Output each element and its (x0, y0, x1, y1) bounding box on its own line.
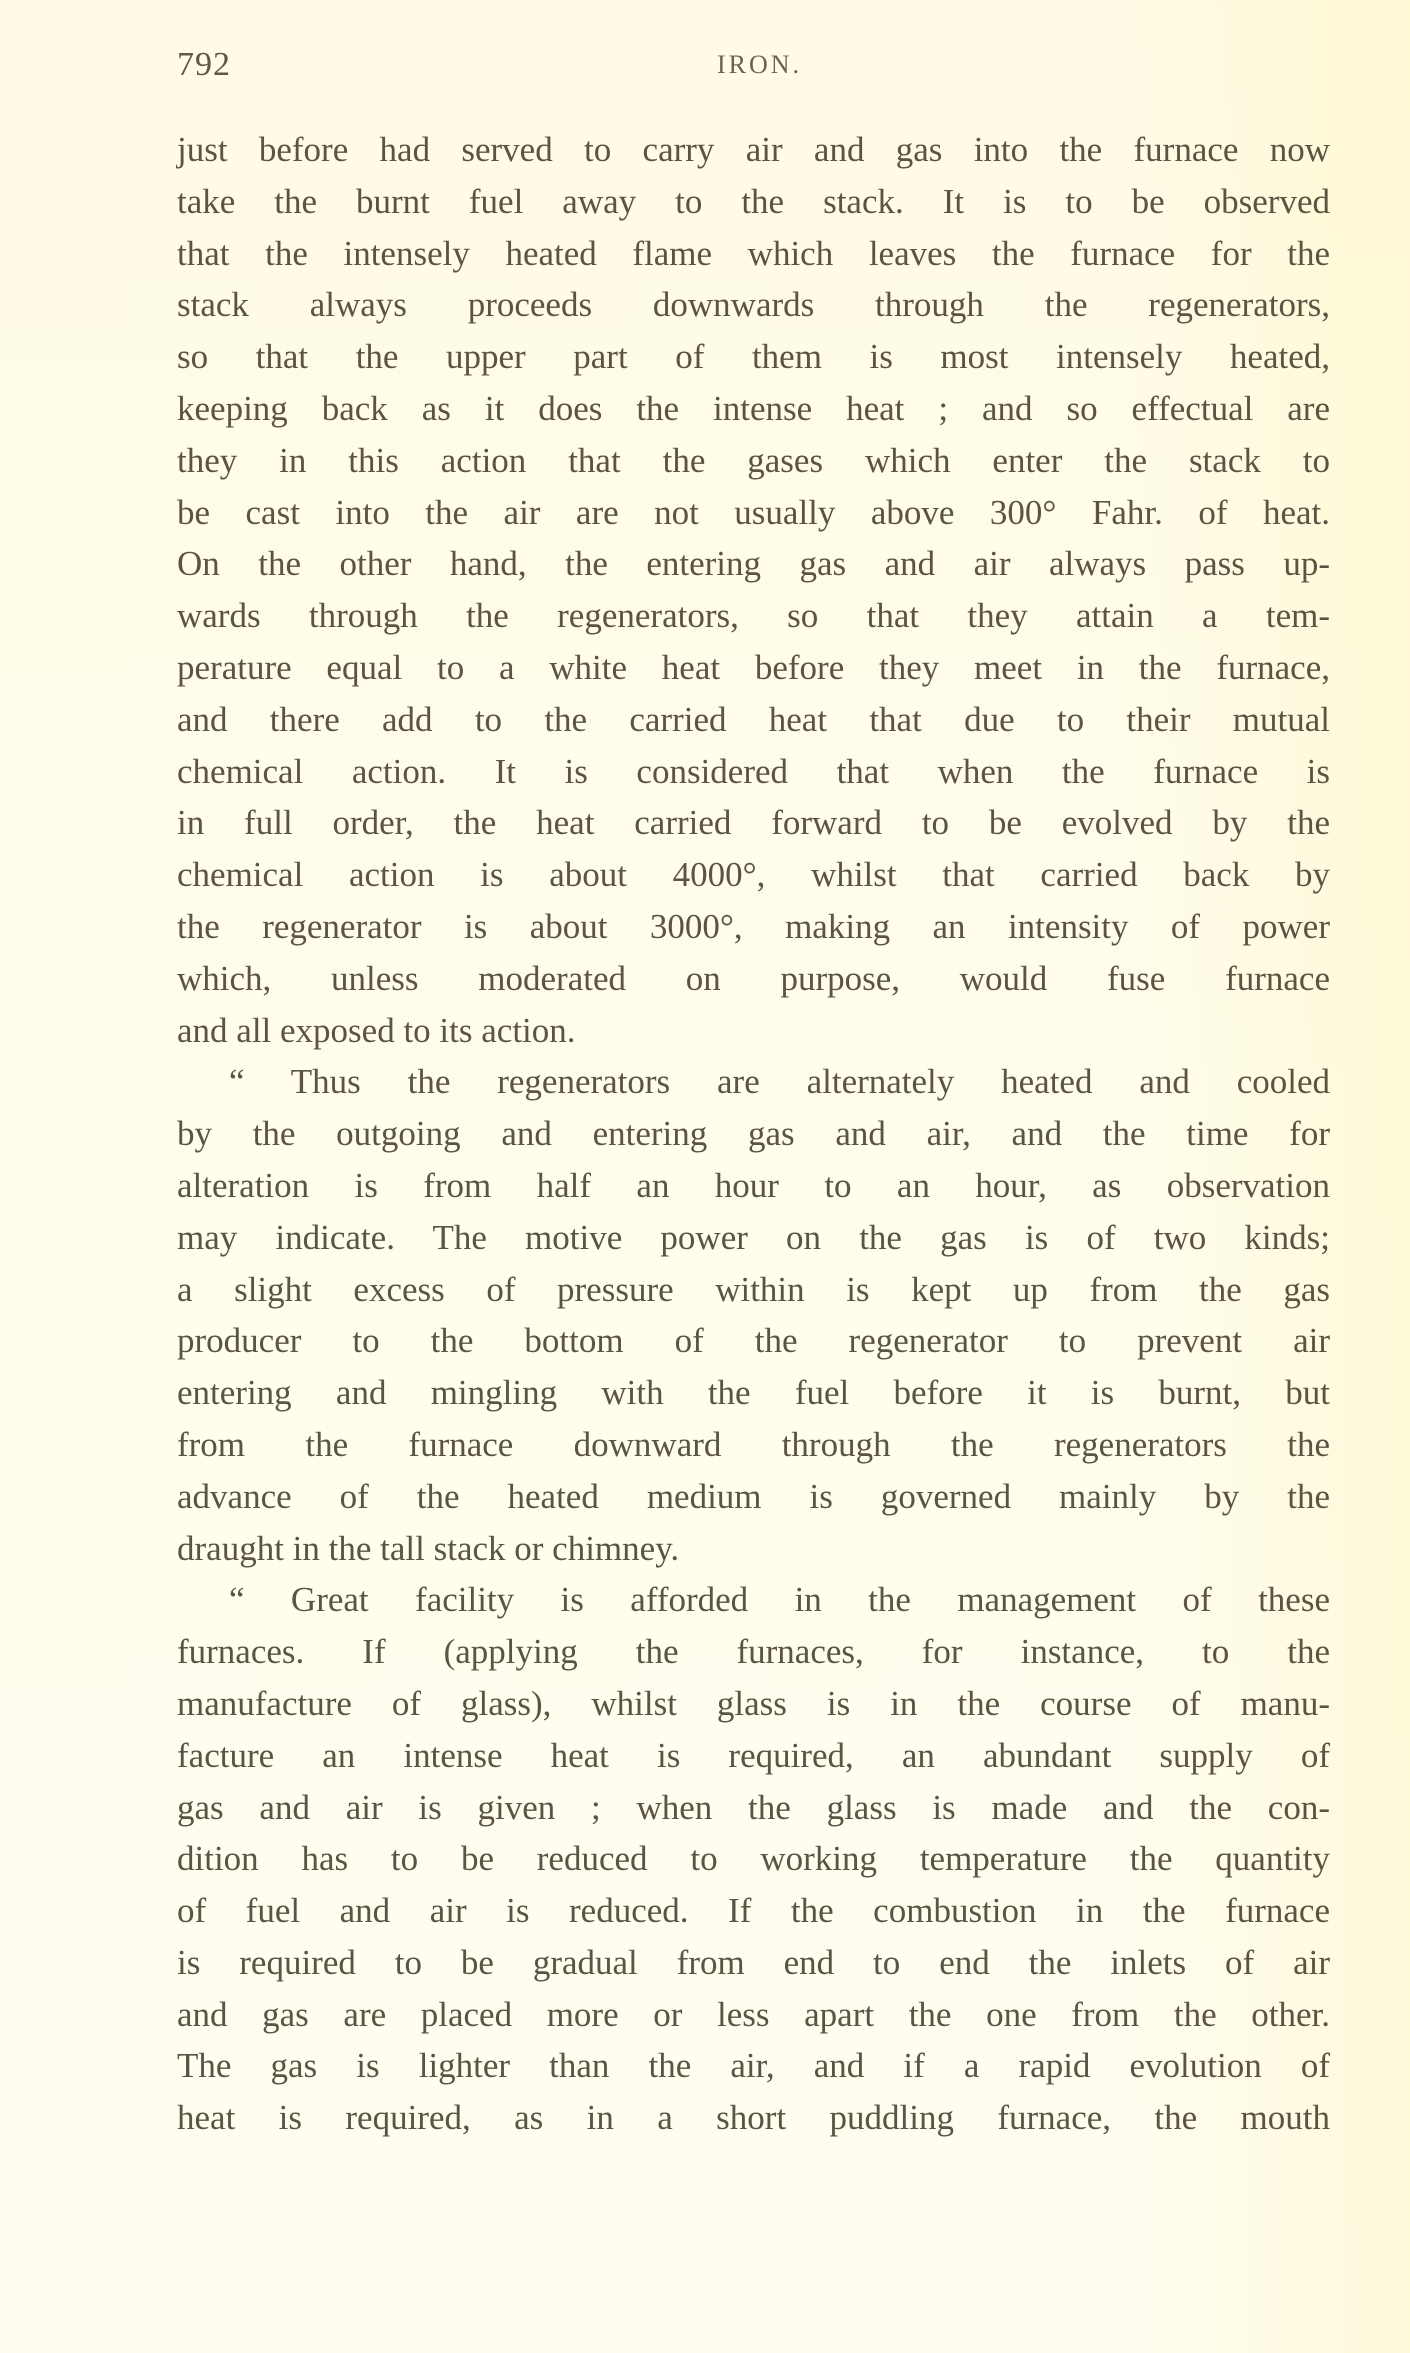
page-number: 792 (177, 46, 231, 83)
text-line: alteration is from half an hour to an hour, as observation (177, 1165, 1330, 1205)
body-text (177, 124, 1330, 2144)
text-line: by the outgoing and entering gas and air, and the time for (177, 1114, 1330, 1154)
text-line: a slight excess of pressure within is kept up from the gas (177, 1269, 1330, 1309)
text-line: heat is required, as in a short puddling furnace, the mouth (177, 2098, 1330, 2138)
paragraph-start-line: “ Great facility is afforded in the management of these (229, 1580, 1330, 1620)
text-line: gas and air is given ; when the glass is made and the con- (177, 1787, 1330, 1827)
paragraph-end-line: draught in the tall stack or chimney. (177, 1528, 680, 1568)
text-line: entering and mingling with the fuel before it is burnt, but (177, 1373, 1330, 1413)
text-line: stack always proceeds downwards through the regenerators, (177, 285, 1330, 325)
text-line: just before had served to carry air and gas into the furnace now (177, 130, 1330, 169)
text-line: facture an intense heat is required, an abundant supply of (177, 1735, 1330, 1775)
text-line: which, unless moderated on purpose, would fuse furnace (177, 958, 1330, 998)
text-line: that the intensely heated flame which leaves the furnace for the (177, 233, 1330, 273)
text-line: On the other hand, the entering gas and air always pass up- (177, 544, 1330, 584)
text-line: the regenerator is about 3000°, making an intensity of power (177, 906, 1330, 946)
text-line: they in this action that the gases which enter the stack to (177, 440, 1330, 480)
text-line: manufacture of glass), whilst glass is in the course of manu- (177, 1683, 1330, 1723)
text-line: may indicate. The motive power on the gas is of two kinds; (177, 1217, 1330, 1257)
text-line: from the furnace downward through the regenerators the (177, 1424, 1330, 1464)
text-line: The gas is lighter than the air, and if a rapid evolution of (177, 2046, 1330, 2086)
text-line: chemical action is about 4000°, whilst that carried back by (177, 855, 1330, 895)
text-line: in full order, the heat carried forward to be evolved by the (177, 803, 1330, 843)
text-line: chemical action. It is considered that when the furnace is (177, 751, 1330, 791)
text-line: and there add to the carried heat that due to their mutual (177, 699, 1330, 739)
text-line: wards through the regenerators, so that they attain a tem- (177, 596, 1330, 636)
paragraph-start-line: “ Thus the regenerators are alternately heated and cooled (229, 1062, 1330, 1102)
text-line: and gas are placed more or less apart the one from the other. (177, 1994, 1330, 2034)
text-line: so that the upper part of them is most intensely heated, (177, 337, 1330, 377)
paragraph-end-line: and all exposed to its action. (177, 1010, 576, 1050)
text-line: take the burnt fuel away to the stack. It is to be observed (177, 181, 1330, 221)
running-head (177, 46, 1330, 90)
text-line: furnaces. If (applying the furnaces, for instance, to the (177, 1632, 1330, 1672)
text-line: keeping back as it does the intense heat ; and so effectual are (177, 388, 1330, 428)
text-line: advance of the heated medium is governed mainly by the (177, 1476, 1330, 1516)
running-title: IRON. (717, 50, 803, 79)
text-line: is required to be gradual from end to end the inlets of air (177, 1942, 1330, 1982)
text-line: be cast into the air are not usually above 300° Fahr. of heat. (177, 492, 1330, 532)
text-line: producer to the bottom of the regenerator to prevent air (177, 1321, 1330, 1361)
text-line: perature equal to a white heat before they meet in the furnace, (177, 647, 1330, 687)
text-line: of fuel and air is reduced. If the combustion in the furnace (177, 1891, 1330, 1931)
text-line: dition has to be reduced to working temperature the quantity (177, 1839, 1330, 1879)
